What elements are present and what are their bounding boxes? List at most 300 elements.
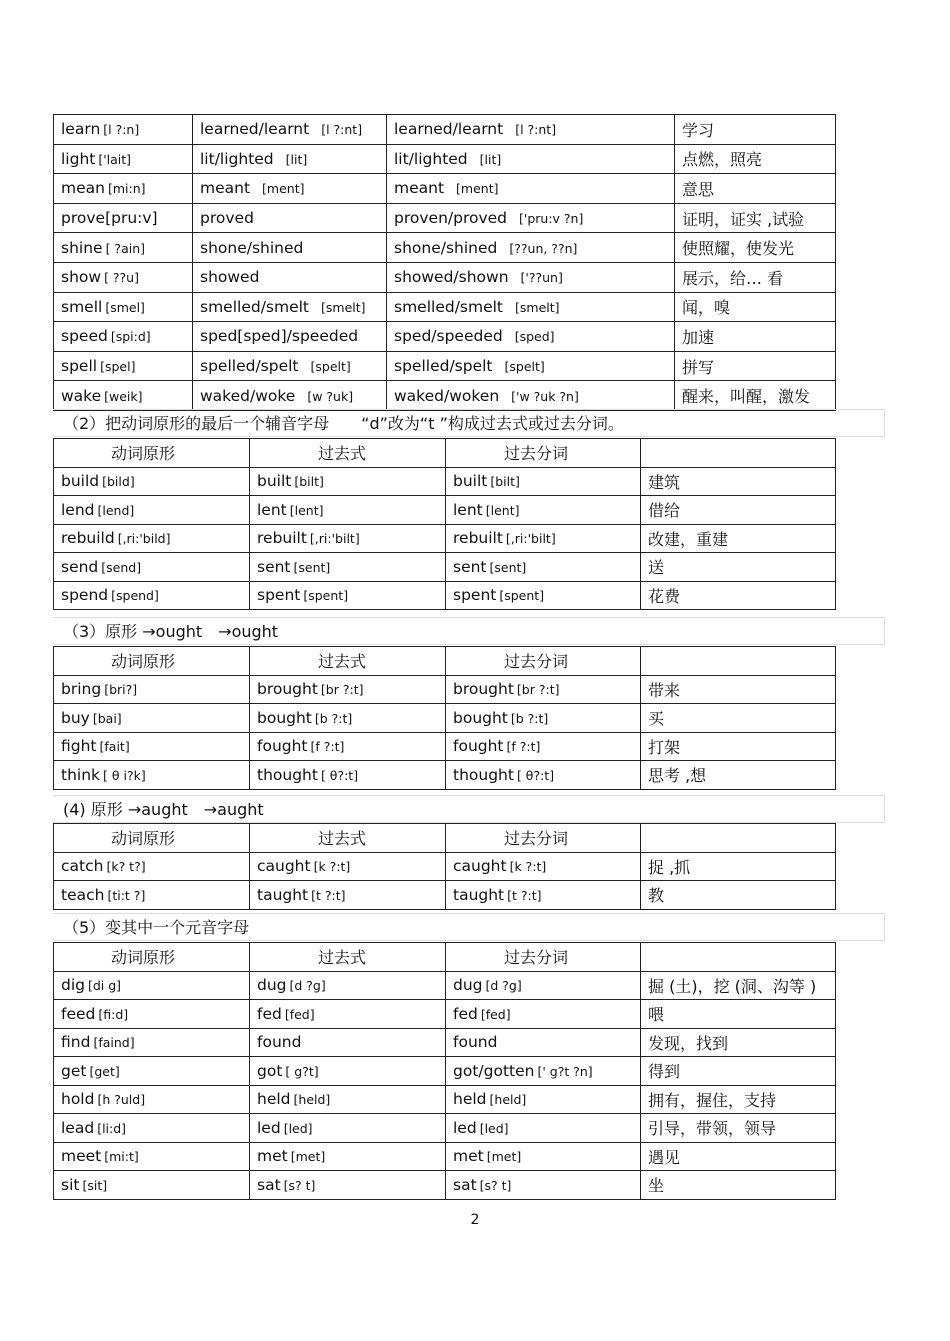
past-tense-cell xyxy=(250,467,446,496)
word: waked/woke xyxy=(200,386,296,405)
phonetic: [smelt] xyxy=(321,299,366,315)
phonetic: [led] xyxy=(479,1120,509,1136)
word: show xyxy=(61,268,102,287)
word: taught xyxy=(453,885,505,904)
meaning-cell: 思考 ,想 xyxy=(641,761,836,790)
table-row xyxy=(54,203,836,233)
word: feed xyxy=(61,1004,96,1023)
phonetic: [t ?:t] xyxy=(311,887,346,903)
table-row xyxy=(54,675,836,704)
past-tense-cell xyxy=(250,1171,446,1200)
word: proved xyxy=(200,209,254,228)
phonetic: [b ?:t] xyxy=(510,710,549,726)
past-participle-cell xyxy=(446,732,641,761)
past-participle-cell xyxy=(446,971,641,1000)
meaning-cell: 教 xyxy=(641,881,836,910)
table-row xyxy=(54,1085,836,1114)
word: shine xyxy=(61,238,103,257)
phonetic: [sent] xyxy=(489,559,527,575)
word: built xyxy=(257,472,292,491)
base-form-cell xyxy=(54,1057,250,1086)
past-participle-cell xyxy=(446,881,641,910)
phonetic: [l ?:n] xyxy=(103,122,140,138)
header-cell: 过去分词 xyxy=(446,943,641,972)
header-cell: 过去式 xyxy=(250,647,446,676)
phonetic: [mi:t] xyxy=(104,1149,139,1165)
word: rebuilt xyxy=(453,529,503,548)
word: learned/learnt xyxy=(200,120,310,139)
word: hold xyxy=(61,1090,95,1109)
base-form-cell xyxy=(54,553,250,582)
base-form-cell xyxy=(54,675,250,704)
header-cell: 过去式 xyxy=(250,943,446,972)
word: fought xyxy=(453,737,504,756)
word: showed/shown xyxy=(394,268,509,287)
phonetic: ['w ?uk ?n] xyxy=(511,388,579,404)
past-tense-cell xyxy=(250,581,446,610)
phonetic: [met] xyxy=(486,1149,522,1165)
meaning-cell: 捉 ,抓 xyxy=(641,852,836,881)
past-participle-cell xyxy=(387,262,675,292)
base-form-cell xyxy=(54,881,250,910)
word: spent xyxy=(453,586,497,605)
past-tense-cell xyxy=(250,1057,446,1086)
word: brought xyxy=(453,680,514,699)
table-row xyxy=(54,553,836,582)
word: smelled/smelt xyxy=(394,297,504,316)
phonetic: [faind] xyxy=(93,1035,135,1051)
header-cell xyxy=(641,943,836,972)
word: led xyxy=(453,1118,477,1137)
section-2-heading: （2）把动词原形的最后一个辅音字母 “d”改为“t ”构成过去式或过去分词。 xyxy=(53,409,885,437)
word: dig xyxy=(61,976,85,995)
word: sat xyxy=(453,1175,477,1194)
base-form-cell xyxy=(54,761,250,790)
phonetic: [li:d] xyxy=(97,1120,127,1136)
header-cell: 过去分词 xyxy=(446,439,641,468)
phonetic: [k ?:t] xyxy=(509,859,547,875)
word: send xyxy=(61,557,99,576)
base-form-cell xyxy=(54,203,193,233)
word: met xyxy=(257,1147,288,1166)
base-form-cell xyxy=(54,292,193,322)
past-participle-cell xyxy=(446,1057,641,1086)
meaning-cell: 遇见 xyxy=(641,1142,836,1171)
base-form-cell xyxy=(54,581,250,610)
table-row xyxy=(54,381,836,411)
word: build xyxy=(61,472,100,491)
base-form-cell xyxy=(54,704,250,733)
word: sped[sped]/speeded xyxy=(200,327,359,346)
meaning-cell: 借给 xyxy=(641,496,836,525)
phonetic: [fed] xyxy=(284,1006,315,1022)
phonetic: [lend] xyxy=(97,502,135,518)
phonetic: [,ri:'bild] xyxy=(117,531,171,547)
table-row xyxy=(54,351,836,381)
header-cell: 动词原形 xyxy=(54,647,250,676)
meaning-cell: 使照耀，使发光 xyxy=(675,233,836,263)
word: meant xyxy=(200,179,251,198)
meaning-cell: 拼写 xyxy=(675,351,836,381)
section-5-heading: （5）变其中一个元音字母 xyxy=(53,913,885,941)
phonetic: [,ri:'bilt] xyxy=(309,531,360,547)
word: fed xyxy=(453,1004,478,1023)
word: prove[pru:v] xyxy=(61,209,158,228)
word: showed xyxy=(200,268,260,287)
phonetic: [f ?:t] xyxy=(310,739,345,755)
past-participle-cell xyxy=(387,292,675,322)
past-tense-cell xyxy=(250,761,446,790)
phonetic: [smel] xyxy=(105,299,145,315)
meaning-cell: 带来 xyxy=(641,675,836,704)
phonetic: [spi:d] xyxy=(110,329,151,345)
past-tense-cell xyxy=(193,322,387,352)
header-row xyxy=(54,647,836,676)
word: fought xyxy=(257,737,308,756)
word: dug xyxy=(257,976,287,995)
phonetic: [f ?:t] xyxy=(506,739,541,755)
table-row xyxy=(54,144,836,174)
word: lend xyxy=(61,500,95,519)
phonetic: [l ?:nt] xyxy=(515,122,557,138)
phonetic: [spent] xyxy=(499,588,545,604)
header-row xyxy=(54,824,836,853)
past-participle-cell xyxy=(387,233,675,263)
meaning-cell: 发现，找到 xyxy=(641,1028,836,1057)
verb-table-5 xyxy=(53,942,836,1200)
phonetic: [lent] xyxy=(289,502,324,518)
meaning-cell: 闻，嗅 xyxy=(675,292,836,322)
phonetic: [t ?:t] xyxy=(507,887,542,903)
header-cell: 动词原形 xyxy=(54,439,250,468)
phonetic: [b ?:t] xyxy=(314,710,353,726)
word: caught xyxy=(453,857,507,876)
word: taught xyxy=(257,885,309,904)
phonetic: [sped] xyxy=(514,329,555,345)
phonetic: [k ?:t] xyxy=(313,859,351,875)
past-participle-cell xyxy=(446,553,641,582)
past-tense-cell xyxy=(250,675,446,704)
past-tense-cell xyxy=(250,1114,446,1143)
meaning-cell: 学习 xyxy=(675,115,836,145)
phonetic: [ment] xyxy=(456,181,499,197)
past-participle-cell xyxy=(446,1000,641,1029)
phonetic: [led] xyxy=(283,1120,313,1136)
past-participle-cell xyxy=(387,144,675,174)
phonetic: [sent] xyxy=(293,559,331,575)
phonetic: [ ?ain] xyxy=(105,240,145,256)
word: shone/shined xyxy=(394,238,498,257)
word: lit/lighted xyxy=(200,149,274,168)
meaning-cell: 打架 xyxy=(641,732,836,761)
word: waked/woken xyxy=(394,386,500,405)
phonetic: [mi:n] xyxy=(107,181,146,197)
past-tense-cell xyxy=(193,115,387,145)
base-form-cell xyxy=(54,233,193,263)
past-tense-cell xyxy=(250,1028,446,1057)
phonetic: [fed] xyxy=(480,1006,511,1022)
base-form-cell xyxy=(54,1171,250,1200)
phonetic: [h ?uld] xyxy=(97,1092,146,1108)
word: sat xyxy=(257,1175,281,1194)
base-form-cell xyxy=(54,262,193,292)
verb-table-2 xyxy=(53,438,836,610)
phonetic: [bilt] xyxy=(490,474,520,490)
past-tense-cell xyxy=(250,732,446,761)
past-participle-cell xyxy=(446,675,641,704)
past-participle-cell xyxy=(446,1171,641,1200)
phonetic: [spent] xyxy=(303,588,349,604)
word: met xyxy=(453,1147,484,1166)
phonetic: [ ??u] xyxy=(104,270,139,286)
phonetic: [spelt] xyxy=(310,359,351,375)
header-cell xyxy=(641,824,836,853)
word: buy xyxy=(61,708,90,727)
word: thought xyxy=(257,765,318,784)
phonetic: [lit] xyxy=(479,151,502,167)
phonetic: [smelt] xyxy=(515,299,560,315)
past-participle-cell xyxy=(446,761,641,790)
phonetic: [??un, ??n] xyxy=(509,240,578,256)
word: rebuilt xyxy=(257,529,307,548)
past-participle-cell xyxy=(446,1142,641,1171)
meaning-cell: 喂 xyxy=(641,1000,836,1029)
base-form-cell xyxy=(54,381,193,411)
word: lead xyxy=(61,1118,95,1137)
word: wake xyxy=(61,386,102,405)
phonetic: [weik] xyxy=(104,388,143,404)
word: built xyxy=(453,472,488,491)
meaning-cell: 证明，证实 ,试验 xyxy=(675,203,836,233)
table-row xyxy=(54,496,836,525)
past-tense-cell xyxy=(250,524,446,553)
meaning-cell: 坐 xyxy=(641,1171,836,1200)
phonetic: [get] xyxy=(89,1063,120,1079)
table-row xyxy=(54,233,836,263)
word: fight xyxy=(61,737,97,756)
word: rebuild xyxy=(61,529,115,548)
past-tense-cell xyxy=(250,704,446,733)
word: bring xyxy=(61,680,102,699)
past-participle-cell xyxy=(387,174,675,204)
past-tense-cell xyxy=(193,292,387,322)
phonetic: [held] xyxy=(293,1092,331,1108)
word: smell xyxy=(61,297,103,316)
table-row xyxy=(54,467,836,496)
word: think xyxy=(61,765,101,784)
meaning-cell: 引导，带领，领导 xyxy=(641,1114,836,1143)
word: brought xyxy=(257,680,318,699)
table-row xyxy=(54,1171,836,1200)
page-number: 2 xyxy=(470,1212,480,1228)
past-participle-cell xyxy=(387,322,675,352)
base-form-cell xyxy=(54,524,250,553)
phonetic: [met] xyxy=(290,1149,326,1165)
header-cell: 过去式 xyxy=(250,824,446,853)
phonetic: [ θ i?k] xyxy=(103,767,146,783)
table-row xyxy=(54,852,836,881)
word: spend xyxy=(61,586,109,605)
phonetic: [spend] xyxy=(111,588,159,604)
word: got/gotten xyxy=(453,1061,535,1080)
word: spelled/spelt xyxy=(200,357,299,376)
word: held xyxy=(453,1090,487,1109)
phonetic: [br ?:t] xyxy=(516,682,560,698)
phonetic: [k? t?] xyxy=(106,859,146,875)
phonetic: [ti:t ?] xyxy=(107,887,146,903)
past-tense-cell xyxy=(250,1000,446,1029)
base-form-cell xyxy=(54,351,193,381)
word: bought xyxy=(453,708,508,727)
phonetic: [fi:d] xyxy=(98,1006,129,1022)
past-participle-cell xyxy=(446,496,641,525)
verb-table-4 xyxy=(53,823,836,910)
past-tense-cell xyxy=(250,971,446,1000)
phonetic: [sit] xyxy=(82,1177,108,1193)
past-tense-cell xyxy=(250,1085,446,1114)
phonetic: ['??un] xyxy=(520,270,563,286)
past-participle-cell xyxy=(387,203,675,233)
phonetic: [s? t] xyxy=(479,1177,512,1193)
table-row xyxy=(54,174,836,204)
word: learn xyxy=(61,120,101,139)
past-participle-cell xyxy=(387,381,675,411)
verb-table-1 xyxy=(53,114,836,411)
word: lent xyxy=(257,500,287,519)
meaning-cell: 改建，重建 xyxy=(641,524,836,553)
table-row xyxy=(54,581,836,610)
word: lit/lighted xyxy=(394,149,468,168)
phonetic: [,ri:'bilt] xyxy=(505,531,556,547)
word: meet xyxy=(61,1147,102,1166)
header-cell xyxy=(641,647,836,676)
phonetic: [d ?g] xyxy=(289,978,326,994)
table-row xyxy=(54,1114,836,1143)
phonetic: [ment] xyxy=(262,181,305,197)
phonetic: [ θ?:t] xyxy=(320,767,359,783)
meaning-cell: 得到 xyxy=(641,1057,836,1086)
past-participle-cell xyxy=(446,1114,641,1143)
base-form-cell xyxy=(54,467,250,496)
header-cell: 过去分词 xyxy=(446,824,641,853)
table-row xyxy=(54,732,836,761)
meaning-cell: 加速 xyxy=(675,322,836,352)
word: sent xyxy=(257,557,291,576)
word: caught xyxy=(257,857,311,876)
section-4-heading: (4) 原形 →aught →aught xyxy=(53,795,885,823)
header-cell: 过去分词 xyxy=(446,647,641,676)
past-participle-cell xyxy=(446,852,641,881)
past-participle-cell xyxy=(446,524,641,553)
word: mean xyxy=(61,179,105,198)
phonetic: [' g?t ?n] xyxy=(537,1063,593,1079)
past-tense-cell xyxy=(193,233,387,263)
phonetic: ['lait] xyxy=(98,151,132,167)
table-row xyxy=(54,1028,836,1057)
word: spell xyxy=(61,357,98,376)
table-row xyxy=(54,292,836,322)
past-participle-cell xyxy=(446,1085,641,1114)
base-form-cell xyxy=(54,1028,250,1057)
word: shone/shined xyxy=(200,238,304,257)
past-tense-cell xyxy=(193,203,387,233)
past-tense-cell xyxy=(193,144,387,174)
base-form-cell xyxy=(54,971,250,1000)
phonetic: [bilt] xyxy=(294,474,324,490)
word: held xyxy=(257,1090,291,1109)
word: proven/proved xyxy=(394,209,508,228)
word: sit xyxy=(61,1175,80,1194)
meaning-cell: 掘 (土)，挖 (洞、沟等 ) xyxy=(641,971,836,1000)
word: teach xyxy=(61,885,105,904)
past-participle-cell xyxy=(387,115,675,145)
header-cell: 动词原形 xyxy=(54,824,250,853)
word: dug xyxy=(453,976,483,995)
phonetic: [w ?uk] xyxy=(307,388,354,404)
header-cell xyxy=(641,439,836,468)
base-form-cell xyxy=(54,496,250,525)
phonetic: [send] xyxy=(101,559,142,575)
past-tense-cell xyxy=(193,381,387,411)
table-row xyxy=(54,322,836,352)
word: found xyxy=(257,1033,302,1052)
phonetic: [spelt] xyxy=(504,359,545,375)
phonetic: [s? t] xyxy=(283,1177,316,1193)
table-row xyxy=(54,1142,836,1171)
table-row xyxy=(54,761,836,790)
phonetic: [d ?g] xyxy=(485,978,522,994)
phonetic: [held] xyxy=(489,1092,527,1108)
past-tense-cell xyxy=(250,553,446,582)
meaning-cell: 展示，给… 看 xyxy=(675,262,836,292)
word: thought xyxy=(453,765,514,784)
phonetic: ['pru:v ?n] xyxy=(519,211,584,227)
table-row xyxy=(54,262,836,292)
past-participle-cell xyxy=(446,704,641,733)
phonetic: [spel] xyxy=(100,359,136,375)
header-row xyxy=(54,439,836,468)
phonetic: [l ?:nt] xyxy=(321,122,363,138)
past-participle-cell xyxy=(387,351,675,381)
phonetic: [di g] xyxy=(87,978,122,994)
word: bought xyxy=(257,708,312,727)
header-cell: 动词原形 xyxy=(54,943,250,972)
phonetic: [lent] xyxy=(485,502,520,518)
base-form-cell xyxy=(54,115,193,145)
meaning-cell: 建筑 xyxy=(641,467,836,496)
phonetic: [fait] xyxy=(99,739,130,755)
base-form-cell xyxy=(54,144,193,174)
past-participle-cell xyxy=(446,581,641,610)
past-tense-cell xyxy=(193,351,387,381)
phonetic: [bri?] xyxy=(104,682,138,698)
past-tense-cell xyxy=(250,1142,446,1171)
table-row xyxy=(54,115,836,145)
word: sped/speeded xyxy=(394,327,503,346)
header-row xyxy=(54,943,836,972)
word: light xyxy=(61,149,96,168)
phonetic: [bild] xyxy=(102,474,135,490)
base-form-cell xyxy=(54,852,250,881)
table-row xyxy=(54,524,836,553)
word: get xyxy=(61,1061,87,1080)
past-tense-cell xyxy=(250,496,446,525)
meaning-cell: 醒来，叫醒，激发 xyxy=(675,381,836,411)
table-row xyxy=(54,971,836,1000)
past-tense-cell xyxy=(250,852,446,881)
phonetic: [ θ?:t] xyxy=(516,767,555,783)
word: find xyxy=(61,1033,91,1052)
